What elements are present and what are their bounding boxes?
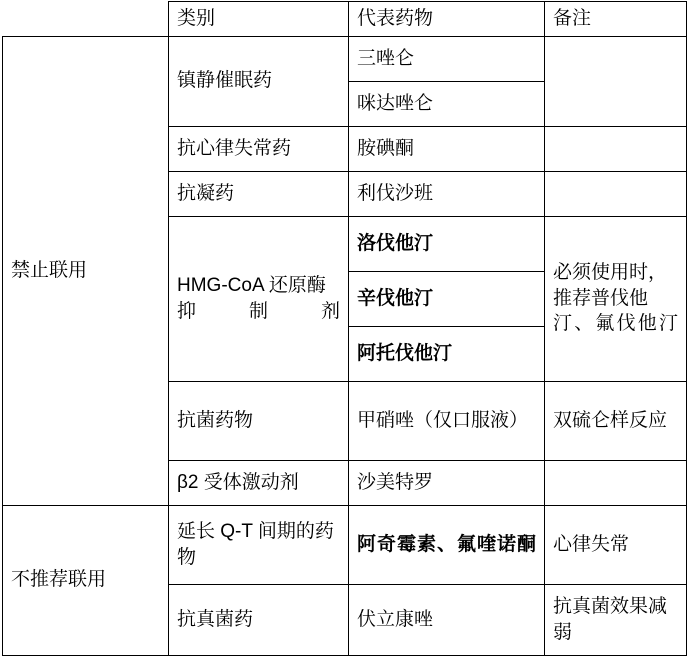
note-cell: 抗真菌效果减弱 xyxy=(545,584,687,655)
group-name-qt-prolonging: 延长 Q-T 间期的药物 xyxy=(169,505,349,584)
table-header-row xyxy=(3,2,687,37)
table-row xyxy=(3,505,687,584)
note-cell: 必须使用时，推荐普伐他汀、氟伐他汀 xyxy=(545,216,687,381)
drug-name: 阿托伐他汀 xyxy=(349,326,545,381)
header-corner-cell xyxy=(3,2,169,37)
group-name-antifungal: 抗真菌药 xyxy=(169,584,349,655)
note-cell-empty xyxy=(545,171,687,216)
drug-name: 辛伐他汀 xyxy=(349,271,545,326)
drug-name: 洛伐他汀 xyxy=(349,216,545,271)
section-label-prohibited: 禁止联用 xyxy=(3,36,169,505)
drug-name: 甲硝唑（仅口服液） xyxy=(349,381,545,460)
note-cell-empty xyxy=(545,460,687,505)
group-name-antibacterial: 抗菌药物 xyxy=(169,381,349,460)
header-cell-drug: 代表药物 xyxy=(349,2,545,37)
drug-name: 利伐沙班 xyxy=(349,171,545,216)
drug-interaction-table-sheet xyxy=(0,1,688,643)
group-name-anticoagulant: 抗凝药 xyxy=(169,171,349,216)
note-cell-empty xyxy=(545,126,687,171)
drug-name: 胺碘酮 xyxy=(349,126,545,171)
note-cell: 心律失常 xyxy=(545,505,687,584)
header-cell-note: 备注 xyxy=(545,2,687,37)
drug-name: 沙美特罗 xyxy=(349,460,545,505)
table-row xyxy=(3,36,687,81)
group-name-sedative-hypnotics: 镇静催眠药 xyxy=(169,36,349,126)
header-cell-category: 类别 xyxy=(169,2,349,37)
note-cell: 双硫仑样反应 xyxy=(545,381,687,460)
drug-name: 伏立康唑 xyxy=(349,584,545,655)
section-label-not-recommended: 不推荐联用 xyxy=(3,505,169,655)
drug-name: 咪达唑仑 xyxy=(349,81,545,126)
group-name-hmg-coa-inhibitors: HMG-CoA 还原酶抑制剂 xyxy=(169,216,349,381)
drug-interaction-table xyxy=(2,1,687,656)
group-name-antiarrhythmic: 抗心律失常药 xyxy=(169,126,349,171)
drug-name: 三唑仑 xyxy=(349,36,545,81)
group-name-beta2-agonist: β2 受体激动剂 xyxy=(169,460,349,505)
note-cell-empty xyxy=(545,36,687,126)
drug-name: 阿奇霉素、氟喹诺酮 xyxy=(349,505,545,584)
